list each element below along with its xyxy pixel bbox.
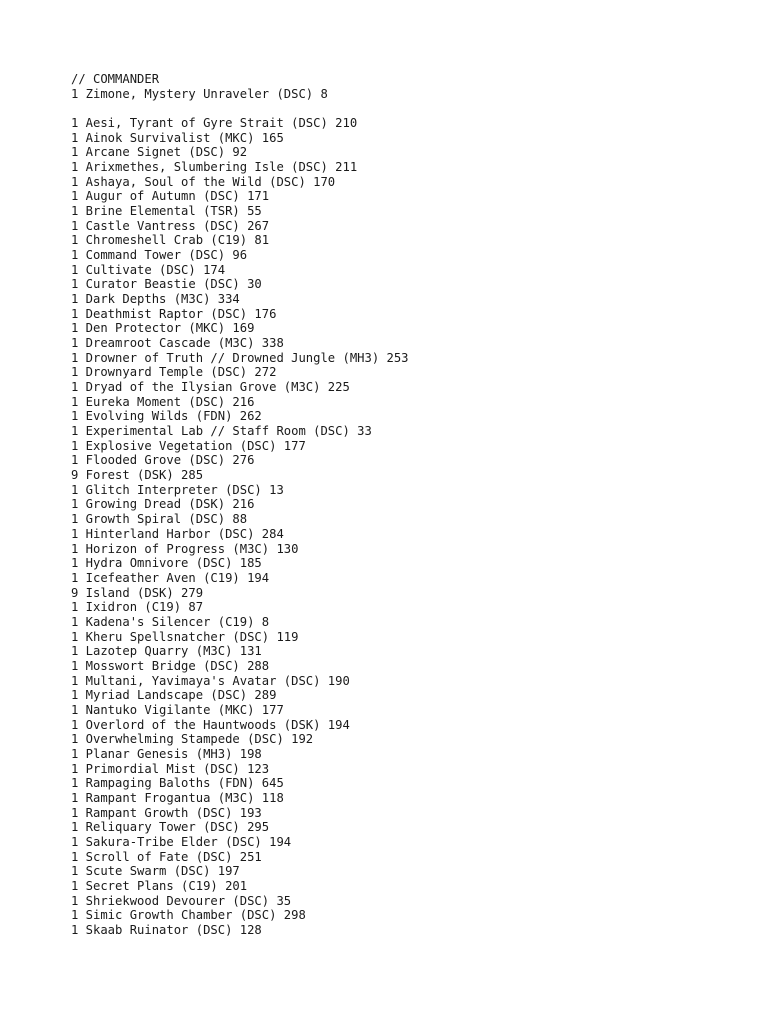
- card-line: 1 Dryad of the Ilysian Grove (M3C) 225: [71, 380, 350, 395]
- card-line: 1 Nantuko Vigilante (MKC) 177: [71, 702, 284, 717]
- card-line: 1 Arcane Signet (DSC) 92: [71, 145, 248, 160]
- card-line: 9 Island (DSK) 279: [71, 585, 204, 600]
- card-line: 1 Sakura-Tribe Elder (DSC) 194: [71, 834, 292, 849]
- card-line: 1 Kadena's Silencer (C19) 8: [71, 614, 270, 629]
- card-line: 1 Rampant Growth (DSC) 193: [71, 805, 262, 820]
- decklist-document: [71, 72, 409, 938]
- card-line: 1 Ashaya, Soul of the Wild (DSC) 170: [71, 174, 336, 189]
- blank-line: [71, 101, 409, 116]
- card-line: 1 Eureka Moment (DSC) 216: [71, 394, 255, 409]
- card-line: 1 Aesi, Tyrant of Gyre Strait (DSC) 210: [71, 116, 358, 131]
- card-line: 1 Ainok Survivalist (MKC) 165: [71, 130, 284, 145]
- commander-line: 1 Zimone, Mystery Unraveler (DSC) 8: [71, 86, 328, 101]
- card-line: 1 Cultivate (DSC) 174: [71, 262, 226, 277]
- card-line: 1 Command Tower (DSC) 96: [71, 248, 248, 263]
- card-line: 1 Shriekwood Devourer (DSC) 35: [71, 893, 292, 908]
- card-line: 1 Primordial Mist (DSC) 123: [71, 761, 270, 776]
- card-line: 1 Dreamroot Cascade (M3C) 338: [71, 336, 284, 351]
- card-line: 1 Scroll of Fate (DSC) 251: [71, 849, 262, 864]
- card-line: 1 Brine Elemental (TSR) 55: [71, 204, 262, 219]
- card-line: 1 Glitch Interpreter (DSC) 13: [71, 482, 284, 497]
- card-line: 1 Horizon of Progress (M3C) 130: [71, 541, 299, 556]
- card-line: 1 Curator Beastie (DSC) 30: [71, 277, 262, 292]
- card-line: 1 Experimental Lab // Staff Room (DSC) 33: [71, 424, 372, 439]
- card-line: 1 Lazotep Quarry (M3C) 131: [71, 644, 262, 659]
- card-line: 1 Rampant Frogantua (M3C) 118: [71, 790, 284, 805]
- card-line: 1 Mosswort Bridge (DSC) 288: [71, 658, 270, 673]
- card-line: 1 Castle Vantress (DSC) 267: [71, 218, 270, 233]
- card-line: 1 Drowner of Truth // Drowned Jungle (MH3) 253: [71, 350, 409, 365]
- section-header: // COMMANDER: [71, 72, 160, 86]
- card-line: 1 Rampaging Baloths (FDN) 645: [71, 776, 284, 791]
- card-line: 1 Deathmist Raptor (DSC) 176: [71, 306, 277, 321]
- card-line: 1 Scute Swarm (DSC) 197: [71, 864, 240, 879]
- card-line: 1 Overwhelming Stampede (DSC) 192: [71, 732, 314, 747]
- card-line: 1 Ixidron (C19) 87: [71, 600, 204, 615]
- card-line: 1 Chromeshell Crab (C19) 81: [71, 233, 270, 248]
- card-list: [71, 116, 409, 938]
- card-line: 1 Hinterland Harbor (DSC) 284: [71, 526, 284, 541]
- card-line: 1 Simic Growth Chamber (DSC) 298: [71, 908, 306, 923]
- card-line: 1 Planar Genesis (MH3) 198: [71, 746, 262, 761]
- card-line: 1 Reliquary Tower (DSC) 295: [71, 820, 270, 835]
- card-line: 1 Myriad Landscape (DSC) 289: [71, 688, 277, 703]
- card-line: 1 Hydra Omnivore (DSC) 185: [71, 556, 262, 571]
- card-line: 1 Secret Plans (C19) 201: [71, 878, 248, 893]
- card-line: 9 Forest (DSK) 285: [71, 468, 204, 483]
- card-line: 1 Icefeather Aven (C19) 194: [71, 570, 270, 585]
- card-line: 1 Skaab Ruinator (DSC) 128: [71, 922, 262, 937]
- card-line: 1 Explosive Vegetation (DSC) 177: [71, 438, 306, 453]
- card-line: 1 Growing Dread (DSK) 216: [71, 497, 255, 512]
- card-line: 1 Evolving Wilds (FDN) 262: [71, 409, 262, 424]
- card-line: 1 Drownyard Temple (DSC) 272: [71, 365, 277, 380]
- card-line: 1 Arixmethes, Slumbering Isle (DSC) 211: [71, 160, 358, 175]
- card-line: 1 Den Protector (MKC) 169: [71, 321, 255, 336]
- card-line: 1 Growth Spiral (DSC) 88: [71, 512, 248, 527]
- card-line: 1 Multani, Yavimaya's Avatar (DSC) 190: [71, 673, 350, 688]
- card-line: 1 Kheru Spellsnatcher (DSC) 119: [71, 629, 299, 644]
- card-line: 1 Augur of Autumn (DSC) 171: [71, 189, 270, 204]
- card-line: 1 Overlord of the Hauntwoods (DSK) 194: [71, 717, 350, 732]
- card-line: 1 Dark Depths (M3C) 334: [71, 292, 240, 307]
- card-line: 1 Flooded Grove (DSC) 276: [71, 453, 255, 468]
